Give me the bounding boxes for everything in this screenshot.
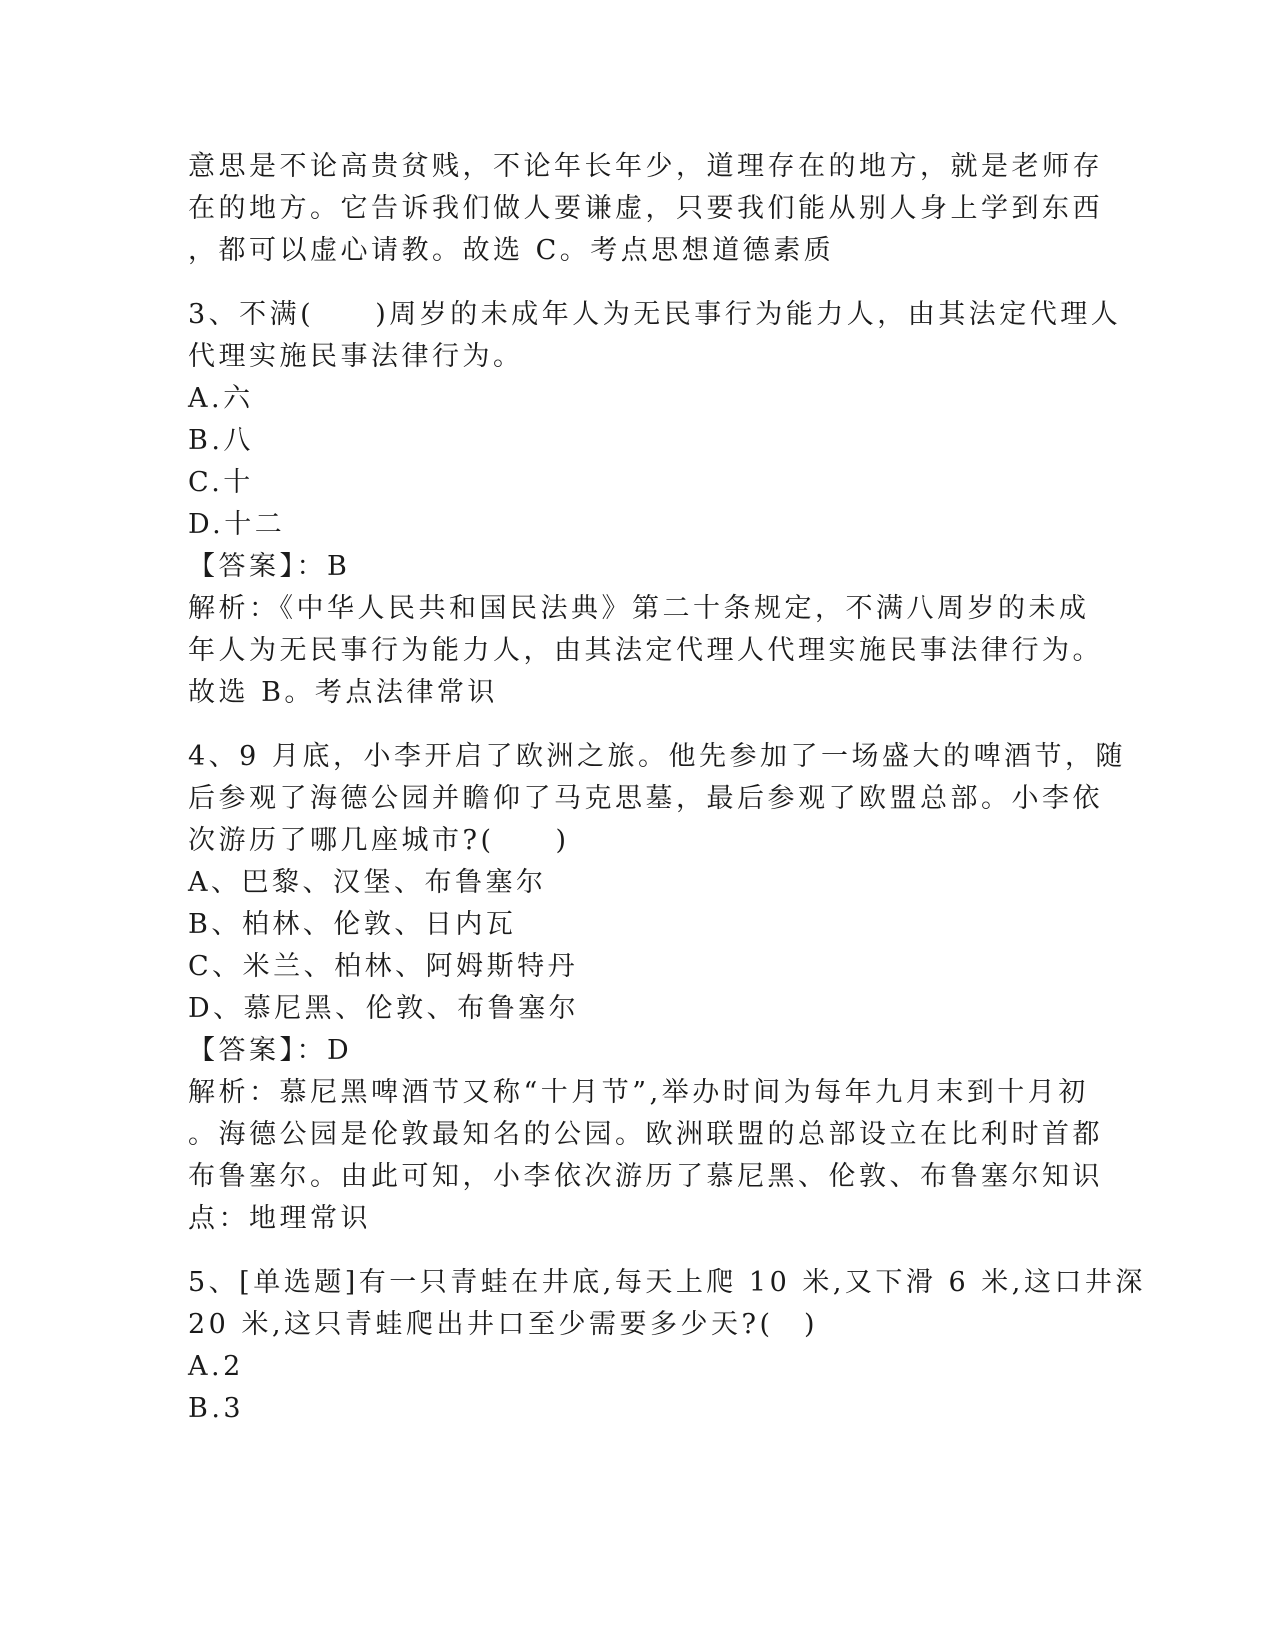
question-stem-line: 3、不满( )周岁的未成年人为无民事行为能力人，由其法定代理人 [188, 299, 1122, 330]
question-stem-line: 代理实施民事法律行为。 [188, 341, 524, 372]
question-stem-line: 20 米,这只青蛙爬出井口至少需要多少天?( ) [188, 1309, 819, 1340]
option-a: A.2 [188, 1351, 244, 1382]
spacer [188, 714, 1088, 736]
option-d: D.十二 [188, 509, 286, 540]
analysis-line: 点：地理常识 [188, 1203, 371, 1234]
text-line: ，都可以虚心请教。故选 C。考点思想道德素质 [188, 235, 835, 266]
analysis-line: 故选 B。考点法律常识 [188, 677, 498, 708]
analysis-line: 年人为无民事行为能力人，由其法定代理人代理实施民事法律行为。 [188, 635, 1103, 666]
question-stem-line: 后参观了海德公园并瞻仰了马克思墓，最后参观了欧盟总部。小李依 [188, 783, 1103, 814]
option-a: A.六 [188, 383, 254, 414]
text-line: 在的地方。它告诉我们做人要谦虚，只要我们能从别人身上学到东西 [188, 193, 1103, 224]
option-d: D、慕尼黑、伦敦、布鲁塞尔 [188, 993, 580, 1024]
analysis-line: 解析：慕尼黑啤酒节又称“十月节”,举办时间为每年九月末到十月初 [188, 1077, 1089, 1108]
answer: 【答案】：D [188, 1035, 353, 1066]
question-3 [188, 294, 1122, 714]
question-stem-line: 5、[单选题]有一只青蛙在井底,每天上爬 10 米,又下滑 6 米,这口井深 [188, 1267, 1146, 1298]
option-b: B、柏林、伦敦、日内瓦 [188, 909, 517, 940]
question-4 [188, 736, 1126, 1240]
option-c: C、米兰、柏林、阿姆斯特丹 [188, 951, 579, 982]
spacer [188, 272, 1088, 294]
question-stem-line: 4、9 月底，小李开启了欧洲之旅。他先参加了一场盛大的啤酒节，随 [188, 741, 1126, 772]
question-5 [188, 1262, 1146, 1430]
analysis-line: 布鲁塞尔。由此可知，小李依次游历了慕尼黑、伦敦、布鲁塞尔知识 [188, 1161, 1103, 1192]
text-line: 意思是不论高贵贫贱，不论年长年少，道理存在的地方，就是老师存 [188, 151, 1103, 182]
analysis-line: 。海德公园是伦敦最知名的公园。欧洲联盟的总部设立在比利时首都 [188, 1119, 1103, 1150]
question-stem-line: 次游历了哪几座城市?( ) [188, 825, 570, 856]
intro-analysis-continuation [188, 146, 1103, 272]
option-a: A、巴黎、汉堡、布鲁塞尔 [188, 867, 547, 898]
option-b: B.3 [188, 1393, 245, 1424]
option-b: B.八 [188, 425, 254, 456]
option-c: C.十 [188, 467, 254, 498]
analysis-line: 解析：《中华人民共和国民法典》第二十条规定，不满八周岁的未成 [188, 593, 1090, 624]
document-content [188, 146, 1146, 1430]
spacer [188, 1240, 1088, 1262]
answer: 【答案】：B [188, 551, 351, 582]
